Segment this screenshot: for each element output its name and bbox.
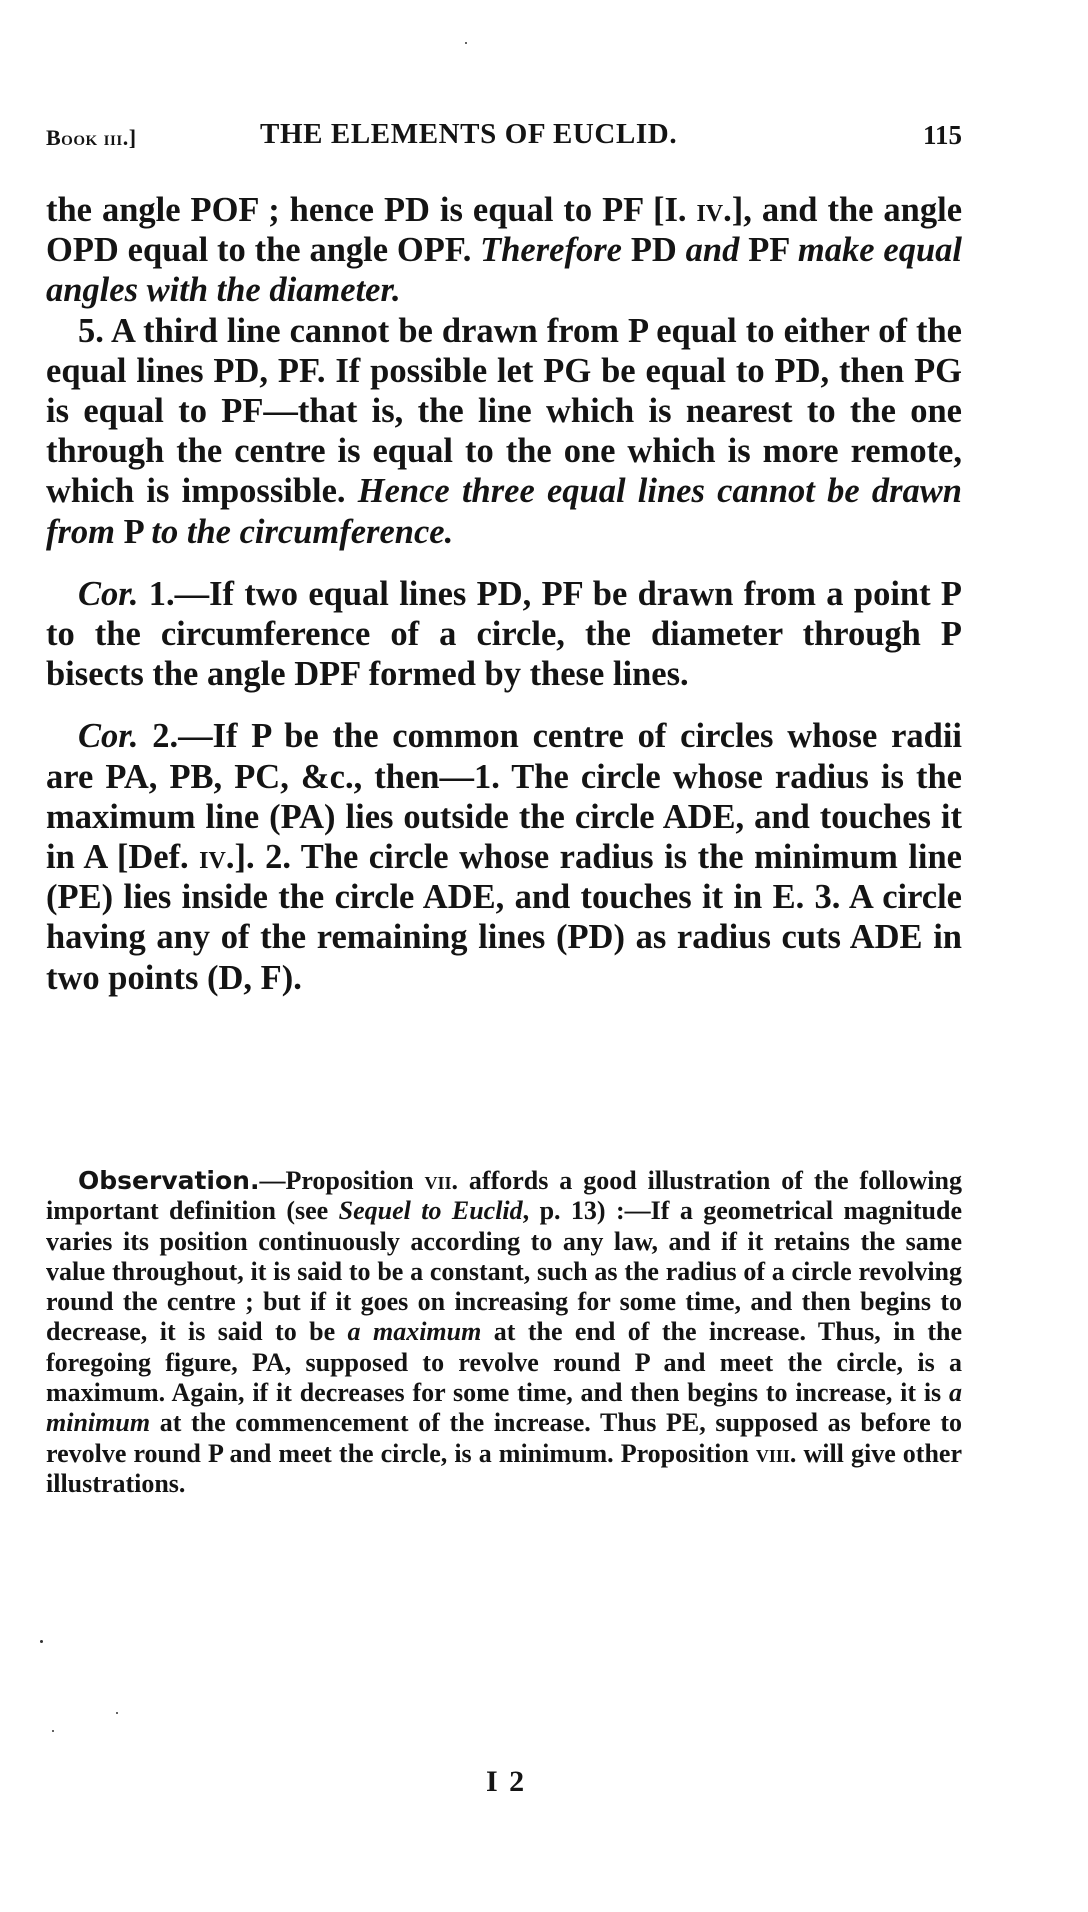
text-run: 5. A third line cannot be drawn from P equal to either of the equal lines PD, PF. If possible let PG be equal to PD, then PG is equal to PF—that is, the line which is nearest to the one through the centre is equal to the one which is more remote, which is impossible.	[46, 311, 962, 511]
roman-numeral: vii	[424, 1166, 452, 1195]
roman-numeral: iv	[696, 191, 724, 229]
text-run: PF	[739, 231, 798, 270]
italic-run: a maximum	[347, 1317, 482, 1347]
roman-numeral: iv	[199, 838, 226, 877]
text-run: . affords a good illustration of the following important definition (see	[46, 1166, 962, 1226]
italic-run: Hence three equal lines cannot be drawn from	[46, 472, 962, 551]
corollary-2	[46, 716, 962, 997]
corollary-label: Cor.	[78, 717, 139, 756]
italic-run: Sequel to Euclid	[338, 1196, 523, 1226]
text-run: the angle POF ; hence PD is equal to PF [I.	[46, 191, 697, 229]
text-run: . will give other illustrations.	[46, 1438, 962, 1498]
observation-note	[46, 1166, 962, 1499]
italic-run: Therefore	[480, 231, 622, 270]
ink-speck	[465, 42, 467, 44]
text-run: 1.—If two equal lines PD, PF be drawn from a point P to the circumference of a circle, the diameter through P bisects the angle DPF formed by these lines.	[46, 574, 962, 694]
text-run: at the end of the increase. Thus, in the foregoing figure, PA, supposed to revolve round P and meet the circle, is a maximum. Again, if it decreases for some time, and then begins to increase, it is	[46, 1317, 962, 1408]
text-run: .]. 2. The circle whose radius is the minimum line (PE) lies inside the circle ADE, and touches it in E. 3. A circle having any of the remaining lines (PD) as radius cuts ADE in two points (D, F).	[46, 838, 962, 997]
text-run: P	[115, 512, 152, 551]
ink-speck	[116, 1712, 118, 1714]
text-run: , p. 13) :—If a geometrical magnitude varies its position continuously according to any law, and if it retains the same value throughout, it is said to be a constant, such as the radius of a circle revolving round the centre ; but if it goes on increasing for some time, and then begins to decrease, it is said to be	[46, 1196, 963, 1347]
corollary-label: Cor.	[78, 574, 139, 613]
observation-heading: Observation.	[78, 1166, 260, 1195]
roman-numeral: viii	[755, 1438, 790, 1468]
main-text	[46, 190, 962, 998]
ink-speck	[52, 1730, 54, 1732]
paragraph-part-5	[46, 311, 962, 552]
text-run: PD	[621, 231, 686, 270]
italic-run: to the circumference.	[151, 512, 454, 551]
italic-run: a minimum	[46, 1378, 962, 1438]
text-run: —Proposition	[259, 1166, 425, 1195]
corollary-1	[46, 574, 962, 695]
page-number: 115	[922, 120, 962, 150]
ink-speck	[40, 1640, 43, 1643]
running-head-book: Book iii.]	[46, 125, 137, 150]
signature-mark: I 2	[486, 1765, 527, 1798]
text-run: .], and the angle OPD equal to the angle OPF.	[46, 191, 963, 270]
running-head	[46, 118, 962, 152]
running-head-title: THE ELEMENTS OF EUCLID.	[260, 118, 678, 150]
italic-run: and	[685, 231, 740, 270]
paragraph-conclusion-4	[46, 190, 962, 311]
text-run: at the commencement of the increase. Thus PE, supposed as before to revolve round P and meet the circle, is a minimum. Proposition	[46, 1408, 962, 1468]
text-run: 2.—If P be the common centre of circles whose radii are PA, PB, PC, &c., then—1. The circle whose radius is the maximum line (PA) lies outside the circle ADE, and touches it in A [Def.	[46, 717, 962, 877]
italic-run: make equal angles with the diameter.	[46, 231, 962, 310]
